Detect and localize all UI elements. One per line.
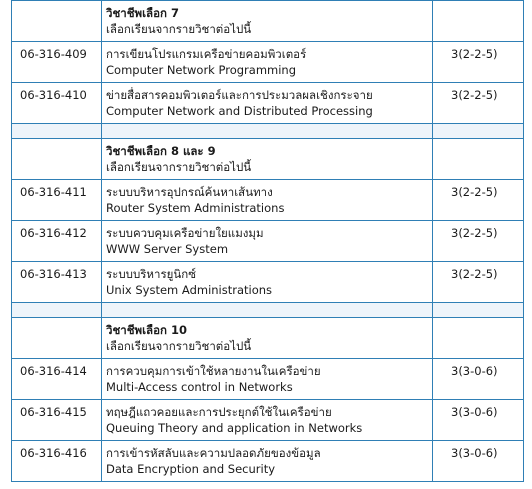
- course-code: 06-316-411: [12, 180, 102, 221]
- course-name-cell: [102, 359, 433, 400]
- course-credit: 3(2-2-5): [433, 262, 523, 303]
- group-title-cell: [102, 318, 433, 359]
- course-row: [12, 441, 523, 481]
- course-code: 06-316-414: [12, 359, 102, 400]
- course-code: 06-316-415: [12, 400, 102, 441]
- course-name-th: การควบคุมการเข้าใช้หลายงานในเครือข่าย: [106, 364, 321, 378]
- group-separator-row: [12, 124, 523, 139]
- course-credit: 3(2-2-5): [433, 42, 523, 83]
- course-name-th: การเขียนโปรแกรมเครือข่ายคอมพิวเตอร์: [106, 47, 307, 61]
- course-credit: 3(3-0-6): [433, 359, 523, 400]
- course-code: 06-316-413: [12, 262, 102, 303]
- group-credit-cell: [433, 318, 523, 359]
- group-code-cell: [12, 139, 102, 180]
- course-name-th: ข่ายสื่อสารคอมพิวเตอร์และการประมวลผลเชิงกระจาย: [106, 88, 373, 102]
- course-code: 06-316-412: [12, 221, 102, 262]
- course-name-th: ทฤษฎีแถวคอยและการประยุกต์ใช้ในเครือข่าย: [106, 405, 332, 419]
- course-name-cell: [102, 180, 433, 221]
- group-title: วิชาชีพเลือก 8 และ 9: [106, 144, 216, 158]
- course-name-en: Router System Administrations: [106, 201, 285, 215]
- course-name-cell: [102, 400, 433, 441]
- course-name-cell: [102, 221, 433, 262]
- course-name-cell: [102, 83, 433, 124]
- course-credit: 3(3-0-6): [433, 400, 523, 441]
- group-subtitle: เลือกเรียนจากรายวิชาต่อไปนี้: [106, 160, 252, 174]
- course-name-th: ระบบควบคุมเครือข่ายใยแมงมุม: [106, 226, 264, 240]
- course-name-th: การเข้ารหัสลับและความปลอดภัยของข้อมูล: [106, 446, 321, 460]
- group-title-cell: [102, 139, 433, 180]
- group-title: วิชาชีพเลือก 10: [106, 323, 187, 337]
- course-code: 06-316-409: [12, 42, 102, 83]
- course-name-cell: [102, 262, 433, 303]
- course-name-cell: [102, 441, 433, 481]
- group-credit-cell: [433, 1, 523, 42]
- course-name-en: WWW Server System: [106, 242, 229, 256]
- course-row: [12, 262, 523, 303]
- course-row: [12, 400, 523, 441]
- course-name-en: Data Encryption and Security: [106, 462, 276, 476]
- course-name-th: ระบบบริหารอุปกรณ์ค้นหาเส้นทาง: [106, 185, 273, 199]
- group-title-cell: [102, 1, 433, 42]
- course-name-en: Unix System Administrations: [106, 283, 273, 297]
- course-credit: 3(2-2-5): [433, 180, 523, 221]
- course-row: [12, 42, 523, 83]
- curriculum-table-wrapper: [11, 0, 522, 482]
- course-row: [12, 83, 523, 124]
- course-credit: 3(2-2-5): [433, 221, 523, 262]
- course-credit: 3(2-2-5): [433, 83, 523, 124]
- course-row: [12, 180, 523, 221]
- group-header-row: [12, 318, 523, 359]
- group-code-cell: [12, 318, 102, 359]
- course-code: 06-316-410: [12, 83, 102, 124]
- group-subtitle: เลือกเรียนจากรายวิชาต่อไปนี้: [106, 22, 252, 36]
- group-code-cell: [12, 1, 102, 42]
- group-title: วิชาชีพเลือก 7: [106, 6, 179, 20]
- course-name-cell: [102, 42, 433, 83]
- course-credit: 3(3-0-6): [433, 441, 523, 481]
- course-name-en: Multi-Access control in Networks: [106, 380, 293, 394]
- curriculum-table: [11, 0, 524, 482]
- course-name-en: Computer Network Programming: [106, 63, 297, 77]
- course-row: [12, 359, 523, 400]
- group-header-row: [12, 139, 523, 180]
- course-code: 06-316-416: [12, 441, 102, 481]
- course-name-en: Queuing Theory and application in Networks: [106, 421, 363, 435]
- group-separator-row: [12, 303, 523, 318]
- group-header-row: [12, 1, 523, 42]
- group-subtitle: เลือกเรียนจากรายวิชาต่อไปนี้: [106, 339, 252, 353]
- course-name-th: ระบบบริหารยูนิกซ์: [106, 267, 197, 281]
- course-name-en: Computer Network and Distributed Processing: [106, 104, 373, 118]
- course-row: [12, 221, 523, 262]
- group-credit-cell: [433, 139, 523, 180]
